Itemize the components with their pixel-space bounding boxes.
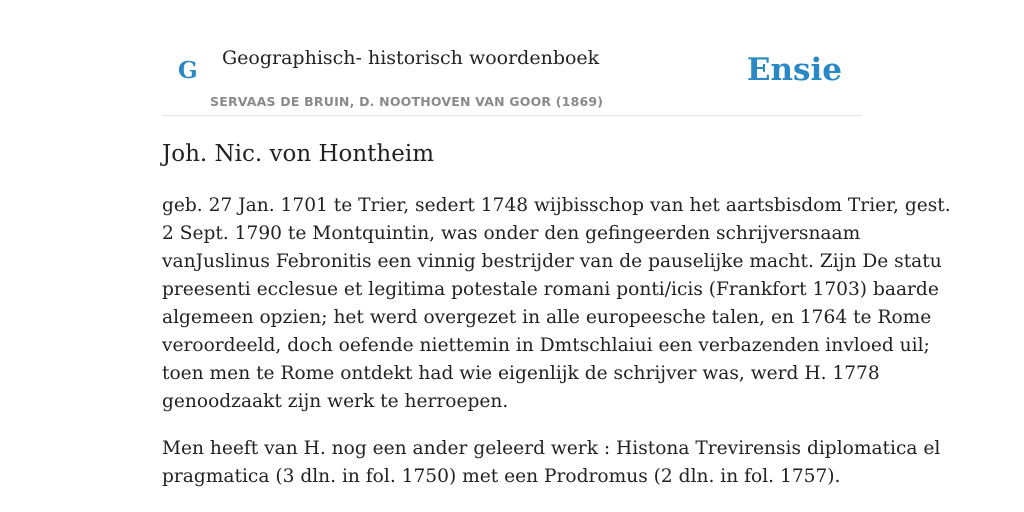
text-line: toen men te Rome ontdekt had wie eigenlijk de schrijver was, werd H. 1778 bbox=[162, 363, 880, 384]
entry-card bbox=[162, 0, 951, 487]
text-line: pragmatica (3 dln. in fol. 1750) met een Prodromus (2 dln. in fol. 1757). bbox=[162, 466, 841, 487]
dictionary-badge[interactable]: G bbox=[178, 57, 198, 84]
ensie-logo[interactable]: Ensie bbox=[746, 52, 842, 88]
paragraph-1 bbox=[162, 192, 951, 416]
entry-title: Joh. Nic. von Hontheim bbox=[162, 141, 435, 167]
text-line: geb. 27 Jan. 1701 te Trier, sedert 1748 wijbisschop van het aartsbisdom Trier, gest. bbox=[162, 195, 951, 216]
dictionary-title[interactable]: Geographisch- historisch woordenboek bbox=[222, 47, 600, 69]
text-line: Men heeft van H. nog een ander geleerd werk : Histona Trevirensis diplomatica el bbox=[162, 438, 941, 459]
text-line: preesenti ecclesue et legitima potestale romani ponti/icis (Frankfort 1703) baarde bbox=[162, 279, 939, 300]
page-header bbox=[162, 0, 862, 116]
paragraph-2 bbox=[162, 435, 941, 491]
text-line: vanJuslinus Febronitis een vinnig bestrijder van de pauselijke macht. Zijn De statu bbox=[162, 251, 942, 272]
text-line: algemeen opzien; het werd overgezet in alle europeesche talen, en 1764 te Rome bbox=[162, 307, 932, 328]
text-line: 2 Sept. 1790 te Montquintin, was onder den gefingeerden schrijversnaam bbox=[162, 223, 861, 244]
text-line: veroordeeld, doch oefende niettemin in Dmtschlaiui een verbazenden invloed uil; bbox=[162, 335, 930, 356]
text-line: genoodzaakt zijn werk te herroepen. bbox=[162, 391, 509, 412]
entry-body bbox=[162, 192, 951, 510]
dictionary-authors: SERVAAS DE BRUIN, D. NOOTHOVEN VAN GOOR (1869) bbox=[210, 94, 604, 109]
